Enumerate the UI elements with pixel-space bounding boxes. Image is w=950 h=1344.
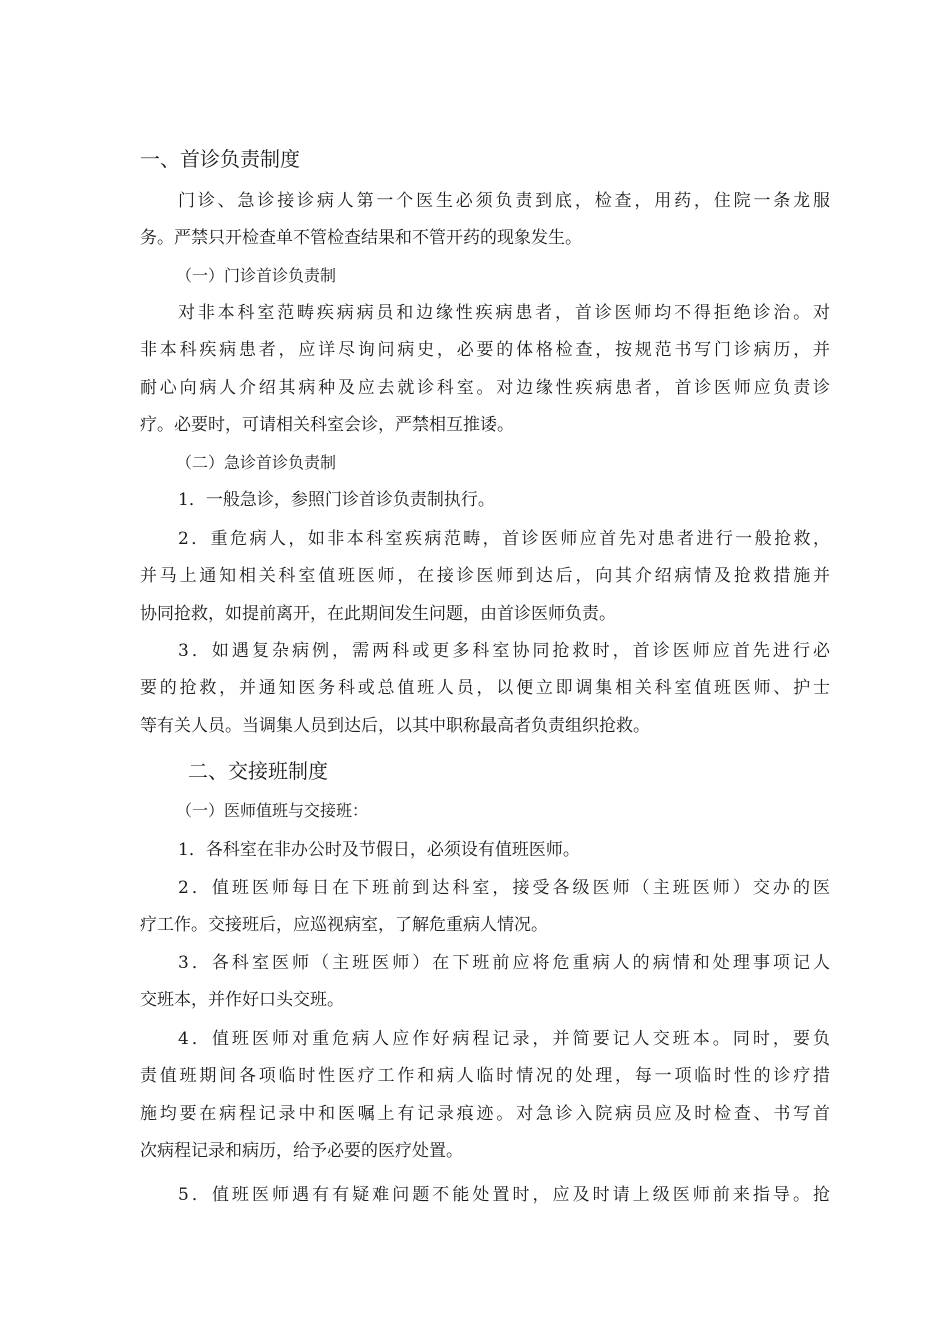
text-line: 3．如遇复杂病例，需两科或更多科室协同抢救时，首诊医师应首先进行必 xyxy=(178,641,830,661)
paragraph xyxy=(140,1021,830,1170)
subsection-heading: （二）急诊首诊负责制 xyxy=(176,453,337,472)
paragraph xyxy=(140,482,830,519)
text-line: 交班本，并作好口头交班。 xyxy=(140,990,344,1011)
text-line: 并马上通知相关科室值班医师，在接诊医师到达后，向其介绍病情及抢救措施并 xyxy=(140,566,830,587)
paragraph xyxy=(140,521,830,633)
text-line: 疗工作。交接班后，应巡视病室，了解危重病人情况。 xyxy=(140,915,548,936)
text-line: 1．各科室在非办公时及节假日，必须设有值班医师。 xyxy=(178,840,580,860)
text-line: 疗。必要时，可请相关科室会诊，严禁相互推诿。 xyxy=(140,414,514,435)
text-line: 耐心向病人介绍其病种及应去就诊科室。对边缘性疾病患者，首诊医师应负责诊 xyxy=(140,377,830,398)
paragraph xyxy=(140,870,830,945)
text-line: 门诊、急诊接诊病人第一个医生必须负责到底，检查，用药，住院一条龙服 xyxy=(178,191,830,211)
text-line: 次病程记录和病历，给予必要的医疗处置。 xyxy=(140,1140,463,1161)
text-line: 务。严禁只开检查单不管检查结果和不管开药的现象发生。 xyxy=(140,228,582,249)
text-line: 对非本科室范畴疾病病员和边缘性疾病患者，首诊医师均不得拒绝诊治。对 xyxy=(178,303,830,323)
text-line: 4．值班医师对重危病人应作好病程记录，并简要记人交班本。同时，要负 xyxy=(178,1029,830,1049)
text-line: 2．重危病人，如非本科室疾病范畴，首诊医师应首先对患者进行一般抢救， xyxy=(178,529,830,549)
section-1-heading: 一、首诊负责制度 xyxy=(140,147,300,171)
text-line: 5．值班医师遇有有疑难问题不能处置时，应及时请上级医师前来指导。抢 xyxy=(178,1185,830,1205)
paragraph xyxy=(140,633,830,745)
paragraph xyxy=(140,1177,830,1214)
paragraph xyxy=(140,945,830,1020)
section-2-heading: 二、交接班制度 xyxy=(188,759,328,783)
subsection-heading: （一）门诊首诊负责制 xyxy=(176,266,337,285)
text-line: 责值班期间各项临时性医疗工作和病人临时情况的处理，每一项临时性的诊疗措 xyxy=(140,1066,830,1087)
text-line: 非本科疾病患者，应详尽询问病史，必要的体格检查，按规范书写门诊病历，并 xyxy=(140,340,830,361)
paragraph xyxy=(140,832,830,869)
paragraph xyxy=(140,183,830,258)
paragraph xyxy=(140,295,830,444)
text-line: 2．值班医师每日在下班前到达科室，接受各级医师（主班医师）交办的医 xyxy=(178,878,830,898)
text-line: 协同抢救，如提前离开，在此期间发生问题，由首诊医师负责。 xyxy=(140,603,616,624)
text-line: 1．一般急诊，参照门诊首诊负责制执行。 xyxy=(178,490,495,510)
text-line: 等有关人员。当调集人员到达后，以其中职称最高者负责组织抢救。 xyxy=(140,715,650,736)
text-line: 要的抢救，并通知医务科或总值班人员，以便立即调集相关科室值班医师、护士 xyxy=(140,678,830,699)
text-line: 3．各科室医师（主班医师）在下班前应将危重病人的病情和处理事项记人 xyxy=(178,953,830,973)
text-line: 施均要在病程记录中和医嘱上有记录痕迹。对急诊入院病员应及时检查、书写首 xyxy=(140,1103,830,1124)
subsection-heading: （一）医师值班与交接班： xyxy=(176,801,369,820)
